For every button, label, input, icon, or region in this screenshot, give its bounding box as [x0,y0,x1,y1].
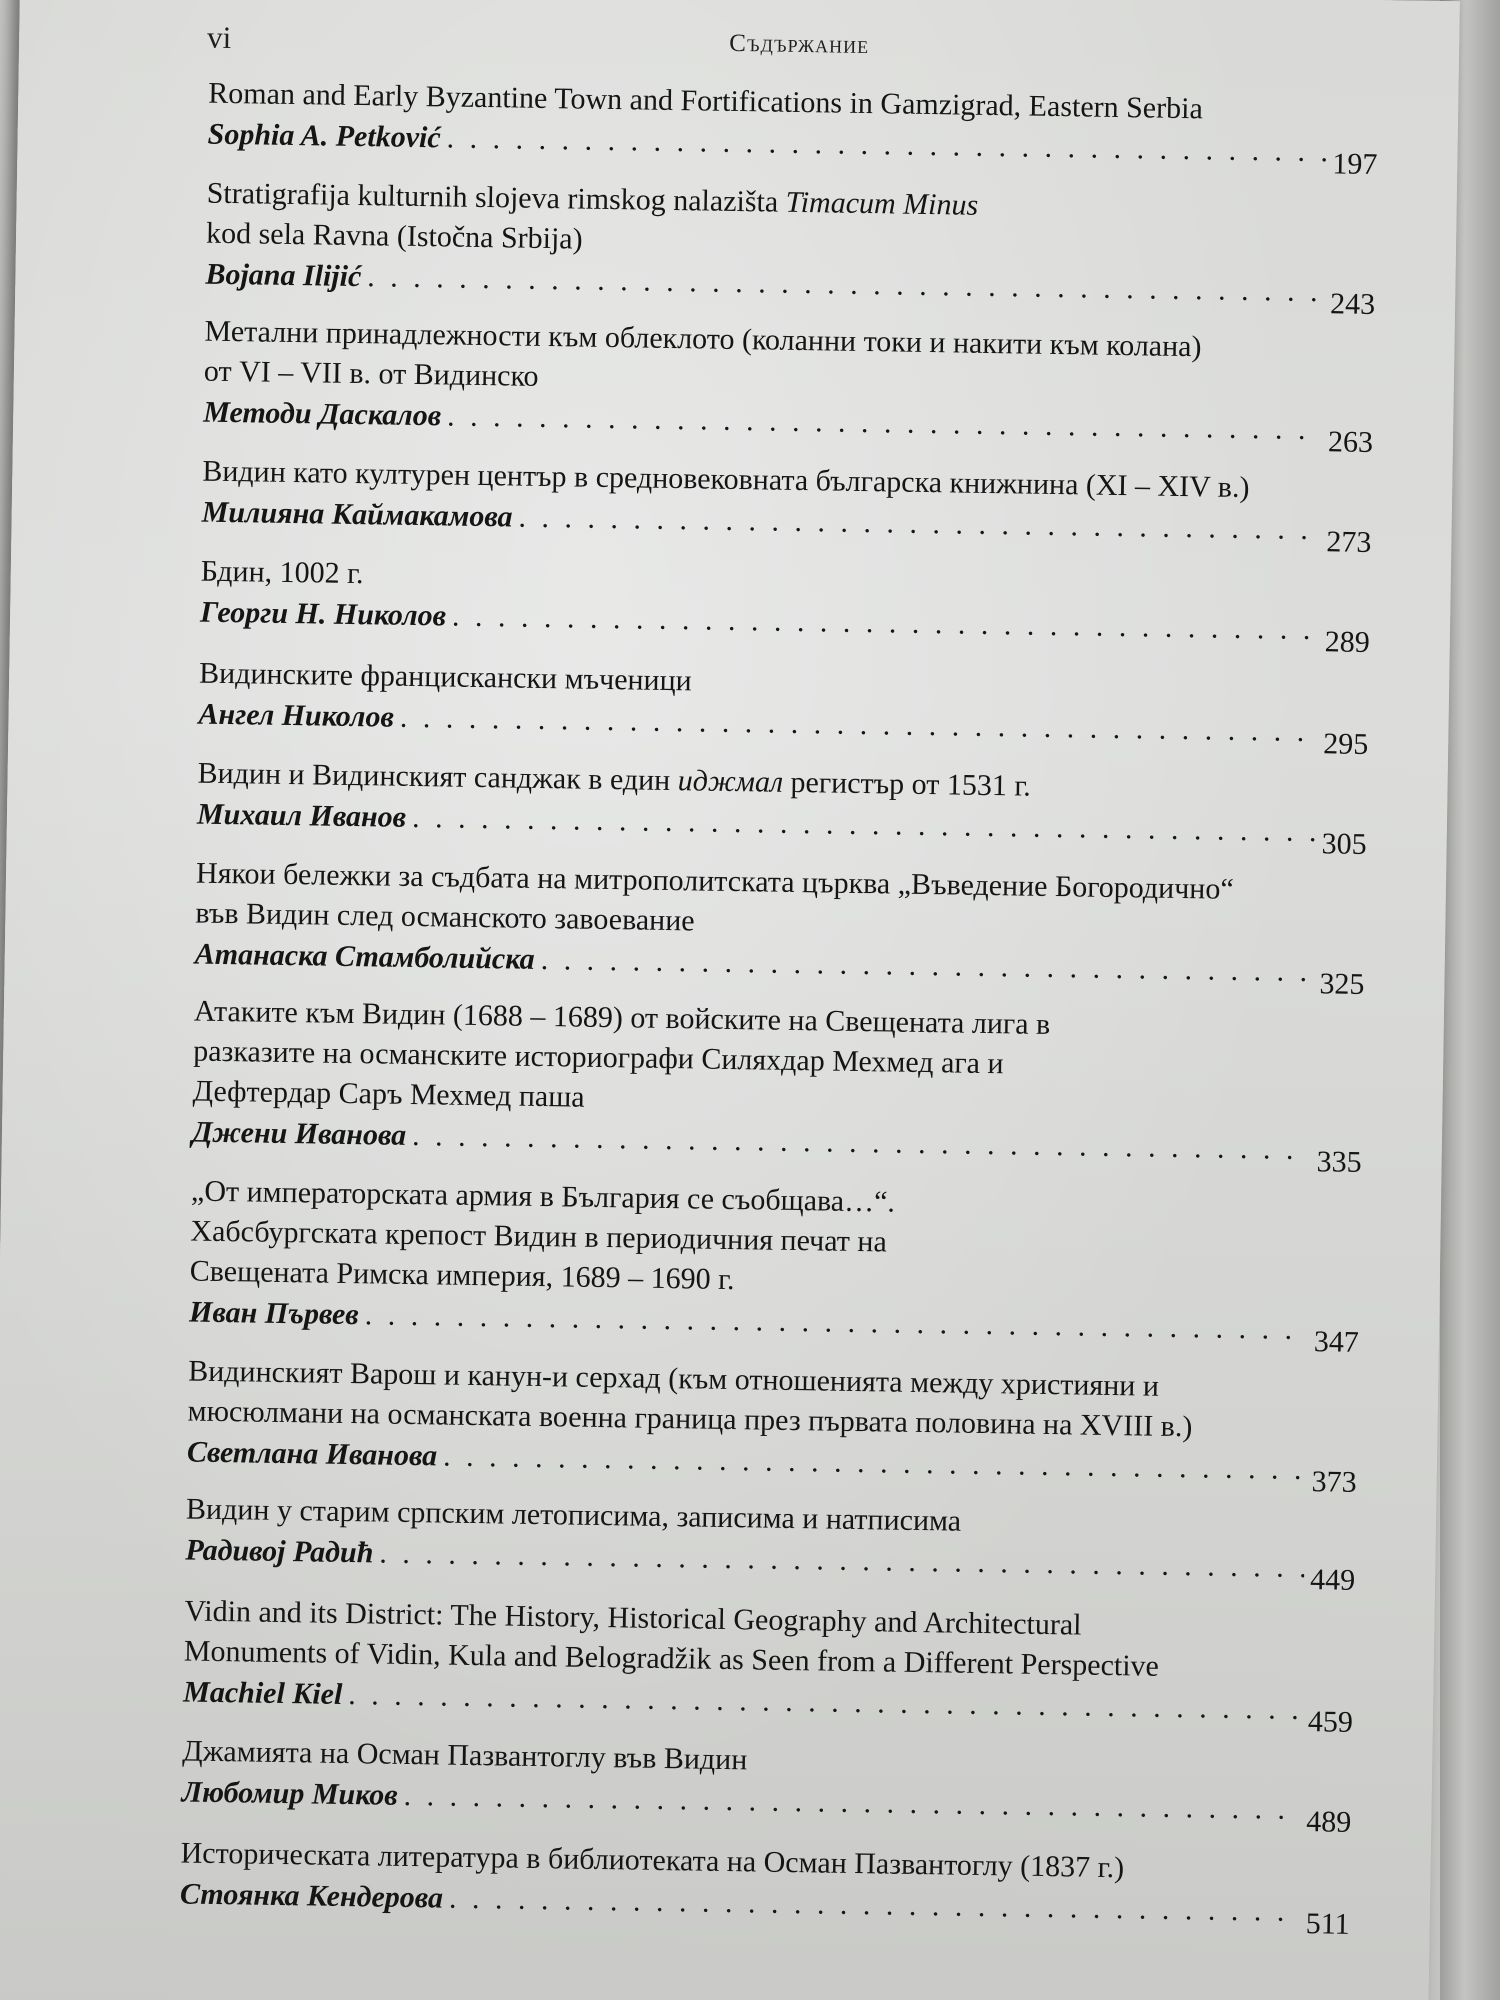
entry-author: Милияна Каймакамова [201,495,513,534]
toc-entry [185,1489,1356,1597]
entry-title: Атаките към Видин (1688 – 1689) от войските на Свещената лига в [193,994,1051,1041]
entry-page-number: 347 [1313,1325,1360,1359]
entry-page-number: 295 [1322,727,1369,761]
entry-author: Джени Иванова [191,1115,407,1152]
entry-page-number: 243 [1329,287,1376,322]
entry-page-number: 325 [1319,967,1365,1001]
entry-author: Sophia A. Petković [207,117,441,155]
entry-author: Иван Първев [188,1295,359,1332]
toc-entry [179,1833,1351,1941]
entry-author: Методи Даскалов [203,395,442,433]
toc-entry [198,654,1369,761]
entry-author: Machiel Kiel [182,1675,343,1711]
toc-entry [191,992,1364,1179]
entry-page-number: 511 [1305,1907,1350,1941]
entry-author: Михаил Иванов [196,797,407,834]
entry-page-number: 263 [1327,425,1374,459]
entry-author: Любомир Миков [181,1775,398,1812]
entry-title: „От императорската армия в България се съобщава…“. [190,1174,896,1219]
entry-page-number: 289 [1324,625,1371,659]
entry-author: Атанаска Стамболийска [194,937,535,976]
entry-title: Видинският Варош и канун-и серхад (към отношенията между християни и [187,1354,1160,1403]
entry-title: Monuments of Vidin, Kula and Belogradžik as Seen from a Different Perspective [183,1634,1160,1683]
entry-title: Хабсбургската крепост Видин в периодичния печат на [190,1214,888,1259]
entry-author: Bojana Ilijić [205,257,362,294]
entry-author: Радивој Радић [185,1533,374,1570]
entry-title-italic: Timacum Minus [785,185,979,222]
entry-page-number: 197 [1332,147,1378,182]
toc-entry [196,754,1368,861]
entry-title: Видинските францискански мъченици [198,656,693,698]
entry-title: Видин и Видинският санджак в един иджмал регистър от 1531 г. [197,756,1032,803]
entry-author: Ангел Николов [198,697,395,734]
entry-title: мюсюлмани на османската военна граница през първата половина на XVIII в.) [187,1394,1193,1444]
entry-author: Георги Н. Николов [199,595,447,633]
entry-title-italic: иджмал [677,764,784,799]
entry-page-number: 489 [1306,1805,1352,1839]
entry-title: разказите на османските историографи Силяхдар Мехмед ага и [193,1034,1004,1081]
entry-title: Видин у старим српским летописима, записима и натписима [185,1492,962,1538]
toc-entry [201,452,1372,559]
entry-page-number: 273 [1326,525,1372,559]
entry-title: Някои бележки за съдбата на митрополитската църква „Въведение Богородично“ [195,856,1234,906]
entry-page-number: 459 [1307,1705,1354,1739]
toc-entry [186,1352,1359,1499]
toc-entry [188,1172,1361,1359]
entry-title: kod sela Ravna (Istočna Srbija) [205,216,583,256]
entry-title: Бдин, 1002 г. [200,554,364,591]
toc-entry [203,312,1375,459]
entry-title: във Видин след османското завоевание [195,896,695,938]
running-header-title: Съдържание [729,29,870,60]
entry-title: Историческата литература в библиотеката на Осман Пазвантоглу (1837 г.) [180,1836,1125,1885]
entry-author: Стоянка Кендерова [179,1877,444,1915]
entry-page-number: 449 [1309,1563,1356,1597]
toc-entry [205,174,1377,322]
toc-entry [182,1591,1355,1739]
entry-page-number: 305 [1321,827,1367,861]
entry-title: Дефтердар Саръ Мехмед паша [192,1074,585,1114]
toc-entry [199,552,1371,659]
toc-entry [181,1731,1352,1839]
entry-author: Светлана Иванова [186,1435,438,1473]
entry-title: Roman and Early Byzantine Town and Fortifications in Gamzigrad, Eastern Serbia [208,76,1204,126]
entry-title: Свещената Римска империя, 1689 – 1690 г. [189,1254,735,1297]
toc-entry [194,854,1366,1001]
entry-page-number: 373 [1311,1465,1357,1499]
entry-title: Джамията на Осман Пазвантоглу във Видин [182,1734,748,1777]
entry-page-number: 335 [1316,1145,1362,1179]
entry-title: от VI – VII в. от Видинско [203,354,539,393]
page-number-roman: vi [206,19,232,56]
entry-title: Видин като културен център в средновековната българска книжнина (XI – XIV в.) [202,454,1250,505]
toc-entry [207,74,1378,182]
entry-title: Vidin and its District: The History, Historical Geography and Architectural [184,1594,1082,1642]
entry-title: Stratigrafija kulturnih slojeva rimskog nalazišta Timacum Minus [206,176,979,222]
entry-title: Метални принадлежности към облеклото (коланни токи и накити към колана) [204,314,1202,364]
